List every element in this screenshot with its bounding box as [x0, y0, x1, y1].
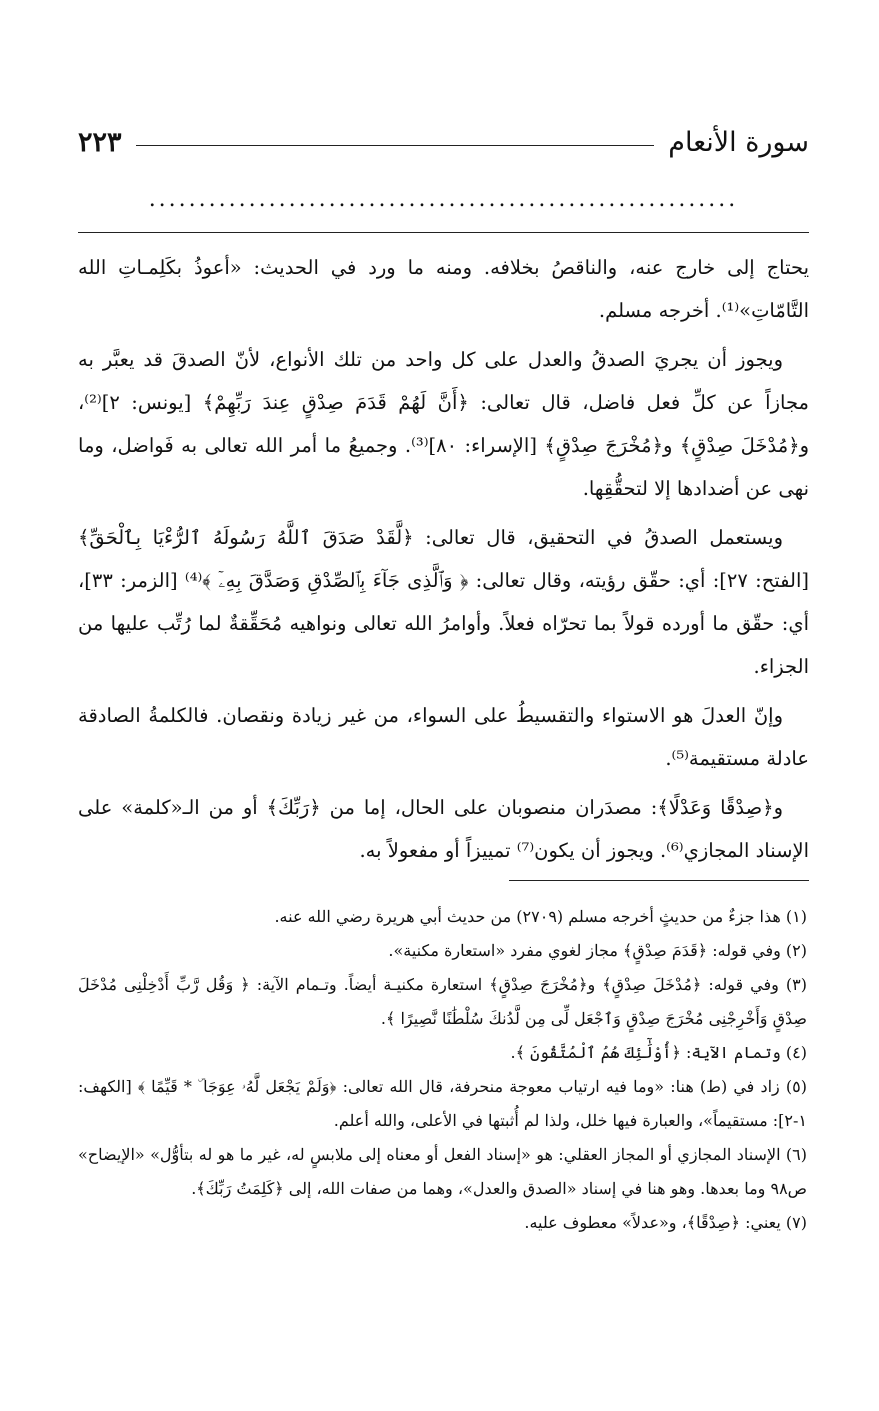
text-top-rule	[78, 232, 809, 233]
footnote-7: (٧) يعني: ﴿صِدْقًا﴾، و«عدلاً» معطوف عليه.	[524, 1213, 807, 1232]
page-number: ٢٢٣	[78, 126, 122, 158]
paragraph: و﴿صِدْقًا وَعَدْلًا﴾: مصدَران منصوبان على الحال، إما من ﴿رَبِّكَ﴾ أو من الـ«كلمة» على الإسناد المجازي⁽⁶⁾. ويجوز أن يكون⁽⁷⁾ تمييزاً أو مفعولاً به.	[78, 796, 809, 862]
header-rule	[136, 145, 655, 146]
paragraph: ويستعمل الصدقُ في التحقيق، قال تعالى: ﴿لَّقَدْ صَدَقَ ٱللَّهُ رَسُولَهُ ٱلرُّءْيَا بِٱلْحَقِّ﴾ [الفتح: ٢٧]: أي: حقّق رؤيته، وقال تعالى: ﴿ وَٱلَّذِى جَآءَ بِٱلصِّدْقِ وَصَدَّقَ بِهِۦٓ ﴾⁽⁴⁾ [الزمر: ٣٣]، أي: حقّق ما أورده قولاً بما تحرّاه فعلاً. وأوامرُ الله تعالى ونواهيه مُحَقِّقةٌ لما رُتِّب عليها من الجزاء.	[78, 526, 809, 678]
paragraph: وإنّ العدلَ هو الاستواء والتقسيطُ على السواء، من غير زيادة ونقصان. فالكلمةُ الصادقة عادلة مستقيمة⁽⁵⁾.	[78, 704, 809, 770]
footnote-2: (٢) وفي قوله: ﴿قَدَمَ صِدْقٍ﴾ مجاز لغوي مفرد «استعارة مكنية».	[388, 941, 807, 960]
footnote-4: (٤) وتمام الآية: ﴿أُوْلَٰٓئِكَ هُمُ ٱلْمُتَّقُونَ ﴾.	[510, 1043, 807, 1062]
footnote-3: (٣) وفي قوله: ﴿مُدْخَلَ صِدْقٍ﴾ و﴿مُخْرَجَ صِدْقٍ﴾ استعارة مكنيـة أيضاً. وتـمام الآية: ﴿ وَقُل رَّبِّ أَدْخِلْنِى مُدْخَلَ صِدْقٍ وَأَخْرِجْنِى مُخْرَجَ صِدْقٍ وَٱجْعَل لِّى مِن لَّدُنكَ سُلْطَٰنًا نَّصِيرًا ﴾.	[78, 975, 807, 1028]
surah-title: سورة الأنعام	[668, 126, 809, 158]
footnote-6: (٦) الإسناد المجازي أو المجاز العقلي: هو «إسناد الفعل أو معناه إلى ملابسٍ له، غير ما هو له بتأوُّل» «الإيضاح» ص٩٨ وما بعدها. وهو هنا في إسناد «الصدق والعدل»، وهما من صفات الله، إلى ﴿كَلِمَتُ رَبِّكَ﴾.	[78, 1145, 807, 1198]
footnote-5: (٥) زاد في (ط) هنا: «وما فيه ارتياب معوجة منحرفة، قال الله تعالى: ﴿وَلَمْ يَجْعَل لَّهُۥ عِوَجَا ۜ * قَيِّمًا ﴾ [الكهف: ١-٢]: مستقيماً»، والعبارة فيها خلل، ولذا لم أُثبتها في الأعلى، والله أعلم.	[78, 1077, 807, 1130]
paragraph: يحتاج إلى خارج عنه، والناقصُ بخلافه. ومنه ما ورد في الحديث: «أعوذُ بكَلِمـاتِ الله التَّامّاتِ»⁽¹⁾. أخرجه مسلم.	[78, 256, 809, 322]
main-text	[78, 246, 809, 878]
dotted-separator: ...........................................................	[148, 188, 739, 212]
footnotes	[78, 900, 807, 1240]
footnote-separator	[509, 880, 809, 881]
footnote-1: (١) هذا جزءٌ من حديثٍ أخرجه مسلم (٢٧٠٩) من حديث أبي هريرة رضي الله عنه.	[274, 907, 807, 926]
page-header	[78, 120, 809, 164]
paragraph: ويجوز أن يجريَ الصدقُ والعدل على كل واحد من تلك الأنواع، لأنّ الصدقَ قد يعبَّر به مجازاً عن كلِّ فعل فاضل، قال تعالى: ﴿أَنَّ لَهُمْ قَدَمَ صِدْقٍ عِندَ رَبِّهِمْ﴾ [يونس: ٢]⁽²⁾، و﴿مُدْخَلَ صِدْقٍ﴾ و﴿مُخْرَجَ صِدْقٍ﴾ [الإسراء: ٨٠]⁽³⁾. وجميعُ ما أمر الله تعالى به فَواضل، وما نهى عن أضدادها إلا لتحقُّقِها.	[78, 348, 809, 500]
